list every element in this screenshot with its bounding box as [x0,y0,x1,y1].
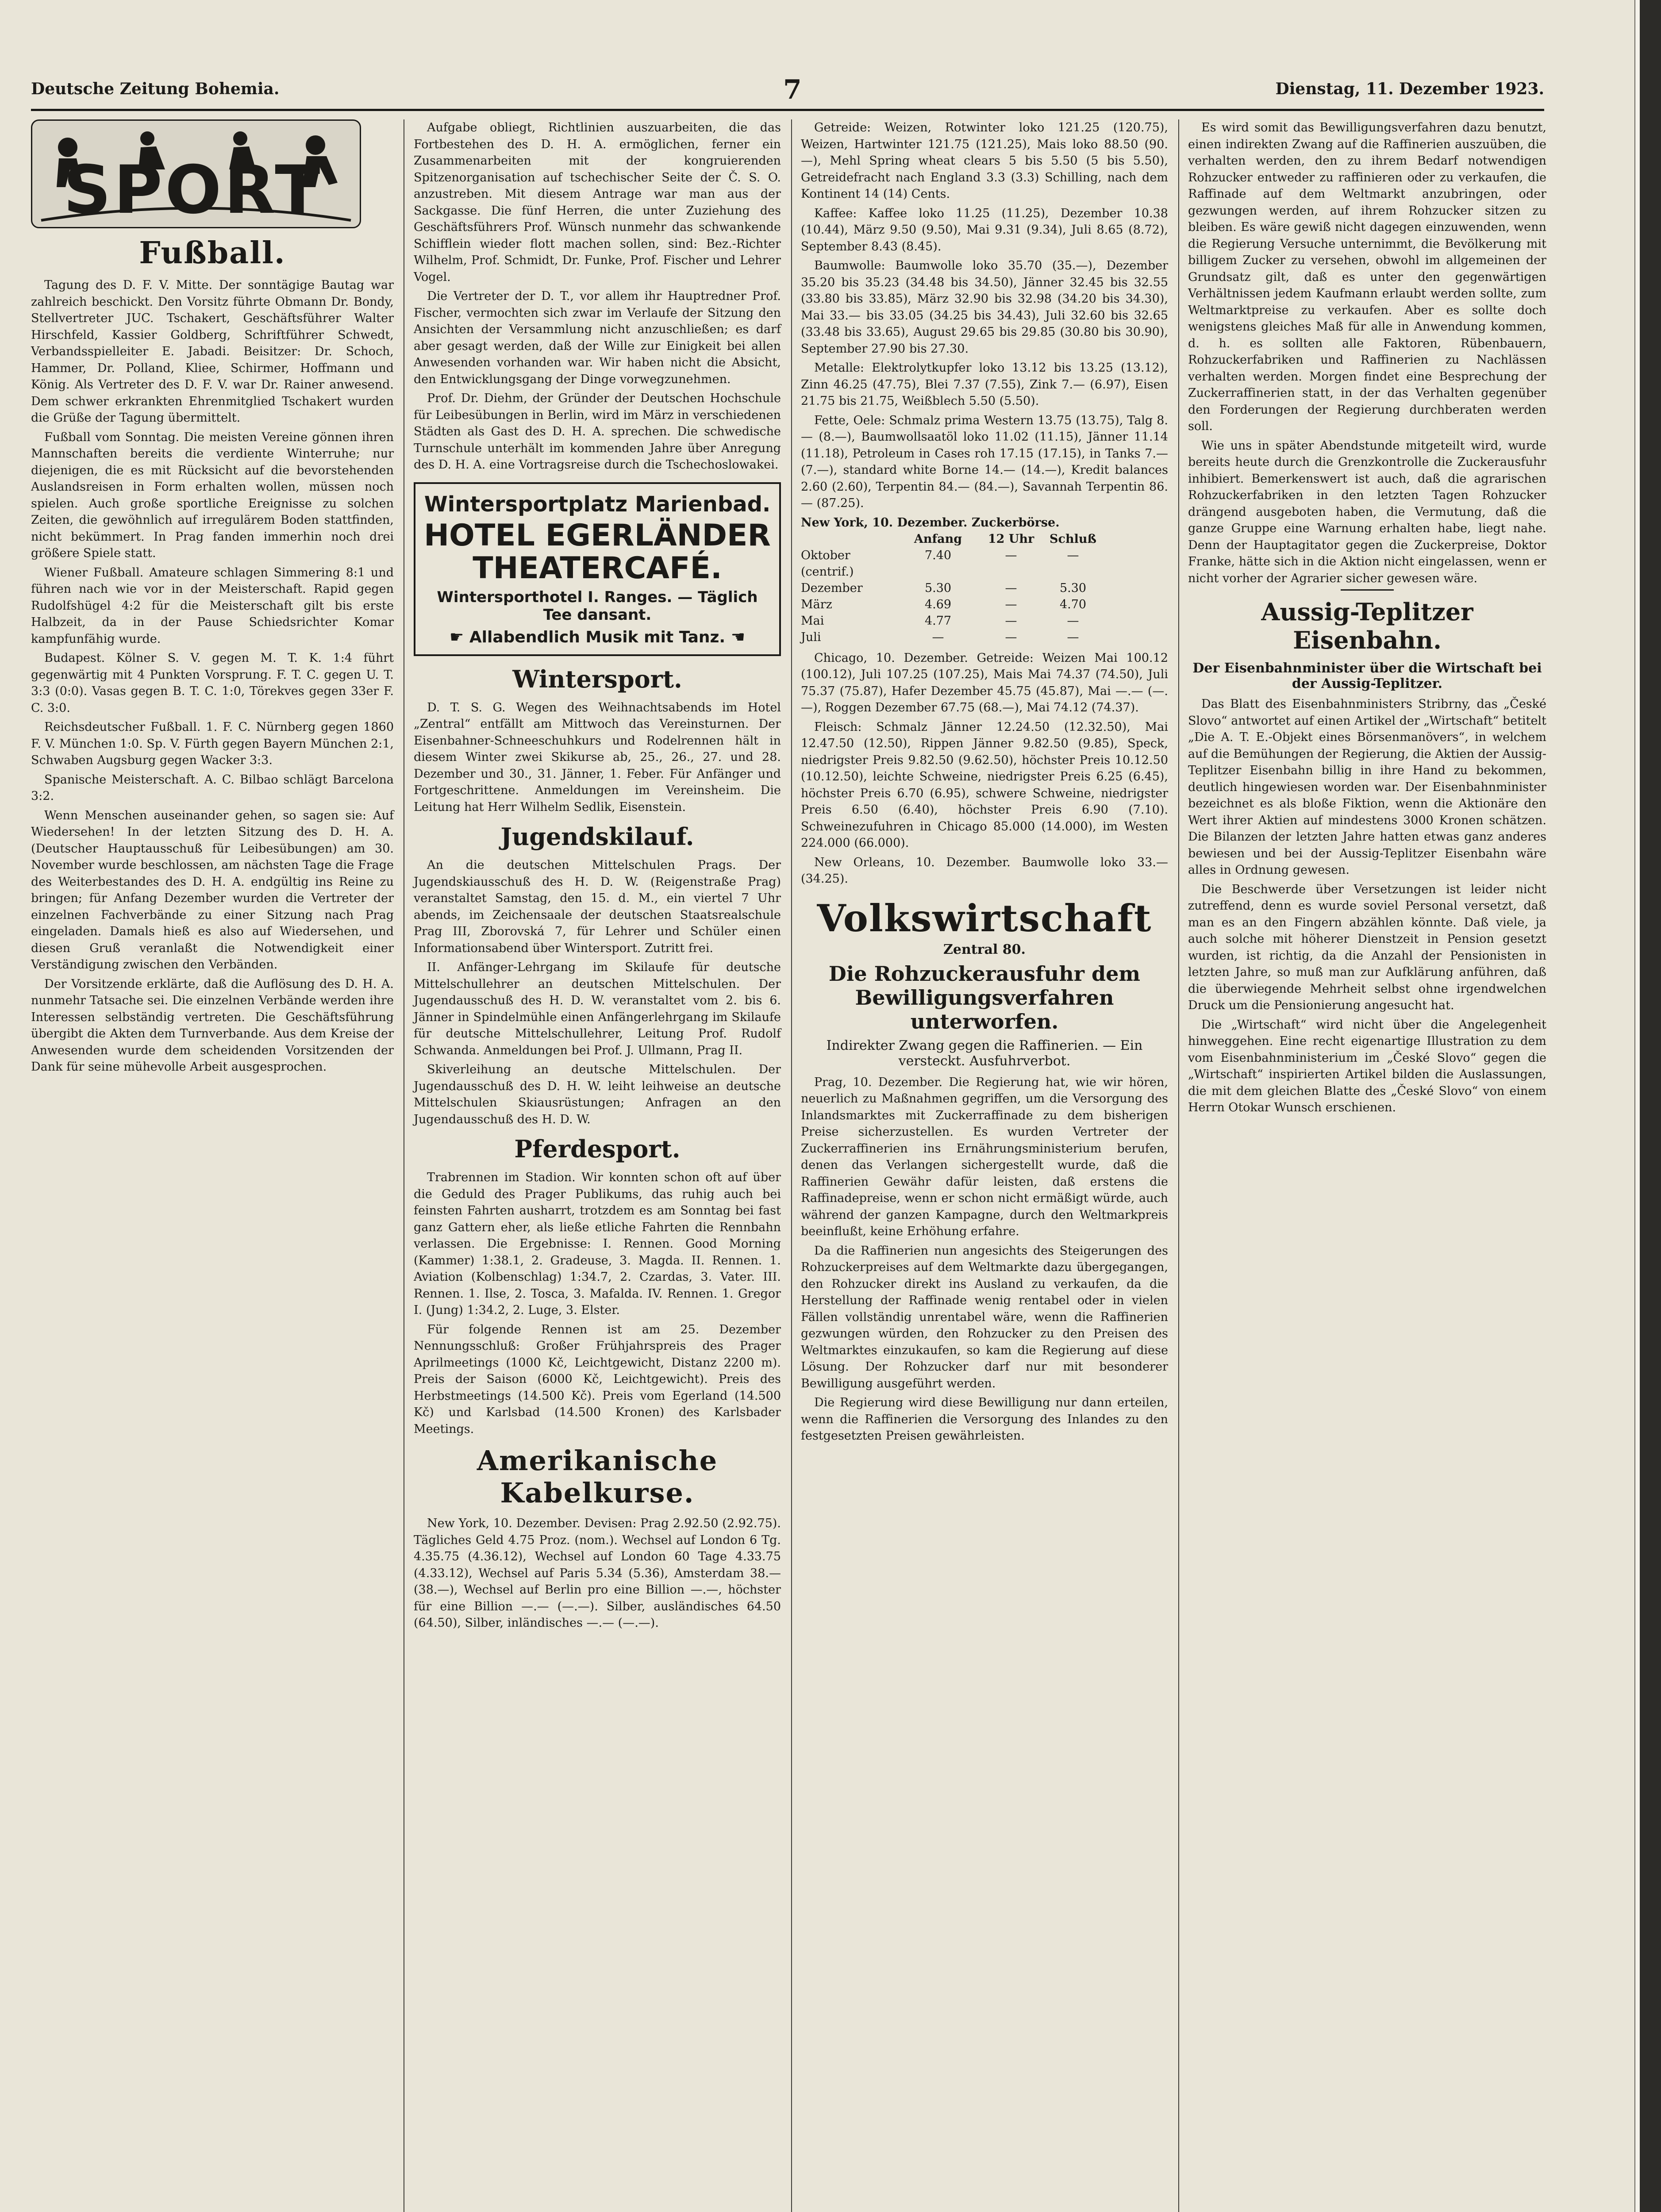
table-row: Dezember 5.30 — 5.30 [801,581,1087,595]
paragraph: Der Vorsitzende erklärte, daß die Auflösung des D. H. A. nunmehr Tatsache sei. Die einzelnen Verbände werden ihre Interessen selbständig vertreten. Die Geschäftsführung übergibt die Akten dem Turnverbande. Aus dem Kreise der Anwesenden wurde dem scheidenden Vorsitzenden der Dank für seine mühevolle Arbeit ausgesprochen. [31,977,394,1074]
paragraph: Metalle: Elektrolytkupfer loko 13.12 bis 13.25 (13.12), Zinn 46.25 (47.75), Blei 7.37 (7.55), Zink 7.— (6.97), Eisen 21.75 bis 21.75, Weißblech 5.50 (5.50). [801,361,1168,408]
zucker-continuation [1188,119,1546,587]
column-rule [1178,119,1179,2212]
ad-cafe-name: THEATERCAFÉ. [473,550,722,586]
paragraph: Die Vertreter der D. T., vor allem ihr Hauptredner Prof. Fischer, vermochten sich zwar im Verlaufe der Sitzung den Ansichten der Versammlung nicht anzuschließen; es darf aber gesagt werden, daß der Wille zur Einigkeit bei allen Anwesenden vorhanden war. Wir haben nicht die Absicht, den Entwicklungsgang der Dinge vorwegzunehmen. [414,289,781,386]
paragraph: Es wird somit das Bewilligungsverfahren dazu benutzt, einen indirekten Zwang auf die Raffinerien auszuüben, die verhalten werden, den zu ihrem Bedarf notwendigen Rohzucker entweder zu raffinieren oder zu verkaufen, die Raffinade auf dem Weltmarkt anzubringen, oder gezwungen werden, auf ihrem Rohzucker sitzen zu bleiben. Es wäre gewiß nicht dagegen einzuwenden, wenn die Regierung Versuche unternimmt, die Bevölkerung mit billigem Zucker zu versehen, obwohl im allgemeinen der Grundsatz gilt, daß es unter den gegenwärtigen Verhältnissen jedem Kaufmann erlaubt werden sollte, zum Weltmarktpreise zu verkaufen. Aber es sollte doch wenigstens gleiches Maß für alle in Anwendung kommen, d. h. es sollten alle Faktoren, Rübenbauern, Rohzuckerfabriken und Raffinerien zu Nachlässen verhalten werden. Morgen findet eine Besprechung der Zuckerraffinerien statt, in der das Verhalten gegenüber den Forderungen der Regierung durchberaten werden soll. [1188,121,1546,433]
wintersport-text [414,699,781,816]
table-row: Mai 4.77 — — [801,614,1079,628]
paragraph: New Orleans, 10. Dezember. Baumwolle loko 33.— (34.25). [801,855,1168,886]
kabel-text [414,1515,781,1632]
table-row: März 4.69 — 4.70 [801,597,1087,611]
article-deck: Der Eisenbahnminister über die Wirtschaft bei der Aussig-Teplitzer. [1192,661,1542,691]
paragraph: Da die Raffinerien nun angesichts des Steigerungen des Rohzuckerpreises auf dem Weltmarkte dazu übergegangen, den Rohzucker direkt ins Ausland zu verkaufen, da die Herstellung der Raffinade wenig rentabel oder in vielen Fällen vollständig unrentabel wäre, wenn die Raffinerien gezwungen würden, den Rohzucker zu den Preisen des Weltmarktes einzukaufen, so kam die Regierung auf diese Lösung. Der Rohzucker darf nur mit besonderer Bewilligung ausgeführt werden. [801,1244,1168,1390]
paragraph: Prag, 10. Dezember. Die Regierung hat, wie wir hören, neuerlich zu Maßnahmen gegriffen, um die Versorgung des Inlandsmarktes mit Zuckerraffinade zu dem bisherigen Preise sicherzustellen. Es wurden Vertreter der Zuckerraffinerien ins Ernährungsministerium berufen, denen das Verlangen sichergestellt wurde, daß die Raffinerien Gewähr dafür leisten, daß erstens die Raffinadepreise, wenn er schon nicht ermäßigt würde, auch während der ganzen Kampagne, durch den Weltmarkpreis beeinflußt, keine Erhöhung erfahre. [801,1075,1168,1238]
paragraph: Für folgende Rennen ist am 25. Dezember Nennungsschluß: Großer Frühjahrspreis des Prager Aprilmeetings (1000 Kč, Leichtgewicht, Distanz 2200 m). Preis der Saison (6000 Kč, Leichtgewicht). Preis des Herbstmeetings (14.500 Kč). Preis vom Egerland (14.500 Kč) und Karlsbad (14.500 Kronen) des Karlsbader Meetings. [414,1322,781,1436]
section-subtitle: Zentral 80. [943,941,1026,957]
sport-logo [31,119,361,228]
section-title-aussig-teplitzer: Aussig-Teplitzer Eisenbahn. [1261,598,1473,654]
paragraph: Chicago, 10. Dezember. Getreide: Weizen Mai 100.12 (100.12), Juli 107.25 (107.25), Mais Mai 74.37 (74.50), Juli 75.37 (75.87), Hafer Dezember 45.75 (45.87), Mai —.— (—.—), Roggen Dezember 67.75 (68.—), Mai 74.12 (74.37). [801,651,1168,714]
page-edge [1634,0,1640,2212]
paragraph: Reichsdeutscher Fußball. 1. F. C. Nürnberg gegen 1860 F. V. München 1:0. Sp. V. Fürth gegen Bayern München 2:1, Schwaben Augsburg gegen Wacker 3:3. [31,720,394,767]
scan-border [1640,0,1661,2212]
column-rule [791,119,792,2212]
paragraph: Fußball vom Sonntag. Die meisten Vereine gönnen ihren Mannschaften bereits die verdiente Winterruhe; nur diejenigen, die es mit Rücksicht auf die bevorstehenden Auslandsreisen in Form erhalten wollen, müssen noch spielen. Auch große sportliche Ereignisse zu solchen Zeiten, die gewöhnlich auf irregulärem Boden stattfinden, nicht bekümmert. In Prag fanden immerhin noch drei größere Spiele statt. [31,430,394,560]
table-title: New York, 10. Dezember. Zuckerbörse. [801,515,1060,530]
paragraph: Aufgabe obliegt, Richtlinien auszuarbeiten, die das Fortbestehen des D. H. A. ermöglichen, ferner ein Zusammenarbeiten mit der kongruierenden Spitzenorganisation auf tschechischer Seite der Č. S. O. anzustreben. Mit diesem Antrage war man aus der Sackgasse. Die fünf Herren, die unter Zuziehung des Geschäftsführers Prof. Wünsch nunmehr das schwankende Schifflein wieder flott machen sollen, sind: Bez.-Richter Wilhelm, Prof. Schmidt, Dr. Funke, Prof. Fischer und Lehrer Vogel. [414,121,781,284]
section-title-fussball: Fußball. [139,235,286,271]
ad-music: ☛ Allabendlich Musik mit Tanz. ☚ [450,628,745,646]
paragraph: Fette, Oele: Schmalz prima Western 13.75 (13.75), Talg 8.— (8.—), Baumwollsaatöl loko 11.02 (11.15), Jänner 11.14 (11.18), Petroleum in Cases roh 17.15 (17.15), in Tanks 7.— (7.—), standard white Borne 14.— (14.—), Kredit balances 2.60 (2.60), Terpentin 84.— (84.—), Savannah Terpentin 86.— (87.25). [801,413,1168,510]
paragraph: Die „Wirtschaft“ wird nicht über die Angelegenheit hinweggehen. Eine recht eigenartige Illustration zu dem vom Eisenbahnministerium im „České Slovo“ gegen die „Wirtschaft“ inspirierten Artikel bilden die Auslassungen, die mit dem gleichen Blatte des „České Slovo“ von einem Herrn Otokar Wunsch erschienen. [1188,1018,1546,1114]
paragraph: Skiverleihung an deutsche Mittelschulen. Der Jugendausschuß des D. H. W. leiht leihweise an deutsche Mittelschulen Skiausrüstungen; Anfragen an den Jugendausschuß des H. D. W. [414,1063,781,1126]
markets-text [801,119,1168,512]
paragraph: Prof. Dr. Diehm, der Gründer der Deutschen Hochschule für Leibesübungen in Berlin, wird im März in verschiedenen Städten als Gast des D. H. A. sprechen. Die schwedische Turnschule unterhält im kommenden Jahre über Anregung des D. H. A. eine Vortragsreise durch die Tschechoslowakei. [414,392,781,472]
paragraph: II. Anfänger-Lehrgang im Skilaufe für deutsche Mittelschullehrer an deutschen Mittelschulen. Der Jugendausschuß des H. D. W. veranstaltet vom 2. bis 6. Jänner in Spindelmühle einen Anfängerlehrgang im Skilaufe für deutsche Mittelschullehrer, Leitung Prof. Rudolf Schwanda. Anmeldungen bei Prof. J. Ullmann, Prag II. [414,960,781,1057]
dha-continuation [414,119,781,473]
paragraph: Baumwolle: Baumwolle loko 35.70 (35.—), Dezember 35.20 bis 35.23 (34.48 bis 34.50), Jänner 32.45 bis 32.55 (33.80 bis 33.85), März 32.90 bis 32.98 (34.20 bis 34.30), Mai 33.— bis 33.05 (34.25 bis 34.43), Juli 32.60 bis 32.65 (33.48 bis 33.65), August 29.65 bis 29.85 (30.80 bis 30.90), September 27.90 bis 27.30. [801,259,1168,356]
section-title-wintersport: Wintersport. [512,664,682,693]
paragraph: Die Beschwerde über Versetzungen ist leider nicht zutreffend, denn es wurde soviel Personal versetzt, daß man es an den Fingern abzählen könnte. Daß viele, ja auch solche mit höherer Dienstzeit in Pension gesetzt wurden, ist richtig, da die Anzahl der Pensionisten in letzten Jahre, so muß man zur Aufklärung anführen, daß die überwiegende Mehrheit selbst ohne irgendwelchen Druck um die Pensionierung angesucht hat. [1188,882,1546,1012]
table-row: Juli — — — [801,630,1079,644]
article-deck: Indirekter Zwang gegen die Raffinerien. — Ein versteckt. Ausfuhrverbot. [826,1037,1143,1069]
paragraph: Wiener Fußball. Amateure schlagen Simmering 8:1 und führen nach wie vor in der Meisterschaft. Rapid gegen Rudolfshügel 4:2 für die Meisterschaft gilt bis erste Halbzeit, da in der Pause Schiedsrichter Komar kampfunfähig wurde. [31,565,394,646]
paragraph: Wie uns in später Abendstunde mitgeteilt wird, wurde bereits heute durch die Grenzkontrolle die Zuckerausfuhr inhibiert. Bemerkenswert ist auch, daß die agrarischen Rohzuckerfabriken in den letzten Tagen Rohzucker drängend ausgeboten haben, die Vermutung, daß die ganze Gruppe eine Warnung erhalten habe, liegt nahe. Denn der Hauptagitator gegen die Zuckerpreise, Doktor Franke, hätte sich in die Aktion nicht eingelassen, wenn er nicht vorher der Agrarier sicher gewesen wäre. [1188,438,1546,585]
section-title-jugendskilauf: Jugendskilauf. [500,822,694,851]
page-number: 7 [783,74,802,105]
pferde-text [414,1169,781,1437]
hand-pointer-icon: ☛ [450,628,469,646]
table-header-row: Anfang 12 Uhr Schluß [914,532,1096,546]
zucker-article [801,1074,1168,1444]
paragraph: Budapest. Kölner S. V. gegen M. T. K. 1:4 führt gegenwärtig mit 4 Punkten Vorsprung. F. T. C. gegen U. T. 3:3 (0:0). Vasas gegen B. T. C. 1:0, Törekves gegen 33er F. C. 3:0. [31,651,394,715]
paragraph: New York, 10. Dezember. Devisen: Prag 2.92.50 (2.92.75). Tägliches Geld 4.75 Proz. (nom.). Wechsel auf London 6 Tg. 4.35.75 (4.36.12), Wechsel auf London 60 Tage 4.33.75 (4.33.12), Wechsel auf Paris 5.34 (5.36), Amsterdam 38.— (38.—), Wechsel auf Berlin pro eine Billion —.—, höchster für eine Billion —.— (—.—). Silber, ausländisches 64.50 (64.50), Silber, inländisches —.— (—.—). [414,1517,781,1630]
newspaper-title: Deutsche Zeitung Bohemia. [31,80,280,98]
section-title-pferdesport: Pferdesport. [514,1135,681,1163]
ad-location: Wintersportplatz Marienbad. [424,492,771,517]
paragraph: Trabrennen im Stadion. Wir konnten schon oft auf über die Geduld des Prager Publikums, das ruhig auch bei feinsten Fahrten ausharrt, trotzdem es am Sonntag bei fast ganz Gattern eher, als ließe etliche Fahrten die Rennbahn verlassen. Die Ergebnisse: I. Rennen. Good Morning (Kammer) 1:38.1, 2. Gradeuse, 3. Magda. II. Rennen. 1. Aviation (Kolbenschlag) 1:34.7, 2. Czardas, 3. Vater. III. Rennen. 1. Ilse, 2. Tosca, 3. Mafalda. IV. Rennen. 1. Gregor I. (Jung) 1:34.2, 2. Luge, 3. Elster. [414,1171,781,1317]
ad-tea: Tee dansant. [543,606,652,624]
section-title-volkswirtschaft: Volkswirtschaft [817,896,1152,940]
column-four [1188,119,1546,1119]
column-sport [31,119,394,1078]
column-two [414,119,781,1634]
paragraph: Spanische Meisterschaft. A. C. Bilbao schlägt Barcelona 3:2. [31,772,394,803]
issue-date: Dienstag, 11. Dezember 1923. [1275,80,1544,98]
divider [1341,589,1394,591]
chicago-text [801,650,1168,887]
jugend-text [414,857,781,1128]
paragraph: Tagung des D. F. V. Mitte. Der sonntägige Bautag war zahlreich beschickt. Den Vorsitz führte Obmann Dr. Bondy, Stellvertreter JUC. Tschakert, Geschäftsführer Walter Hirschfeld, Kassier Goldberg, Schriftführer Schwedt, Verbandsspielleiter E. Jabadi. Beisitzer: Dr. Schoch, Hammer, Dr. Polland, Kliee, Schirmer, Hoffmann und König. Als Vertreter des D. F. V. war Dr. Rainer anwesend. Dem schwer erkrankten Ehrenmitglied Tschakert wurden die Grüße der Tagung übermittelt. [31,278,394,425]
section-title-kabelkurse: Amerikanische Kabelkurse. [477,1444,718,1509]
sport-logo-text: SPORT [63,152,323,228]
table-row: Oktober (centrif.) 7.40 — — [801,548,1079,579]
paragraph: An die deutschen Mittelschulen Prags. Der Jugendskiausschuß des H. D. W. (Reigenstraße Prag) veranstaltet Samstag, den 15. d. M., ein viertel 7 Uhr abends, im Zeichensaale der deutschen Staatsrealschule Prag III, Zborovská 7, für Lehrer und Schüler einen Informationsabend über Wintersport. Zutritt frei. [414,858,781,955]
paragraph: Die Regierung wird diese Bewilligung nur dann erteilen, wenn die Raffinerien die Versorgung des Inlandes zu den festgesetzten Preisen gewährleisten. [801,1396,1168,1443]
column-three [801,119,1168,1447]
sport-text [31,277,394,1075]
sugar-exchange-table [801,515,1168,645]
header-rule [31,109,1544,111]
paragraph: Wenn Menschen auseinander gehen, so sagen sie: Auf Wiedersehen! In der letzten Sitzung des D. H. A. (Deutscher Hauptausschuß für Leibesübungen) am 30. November wurde beschlossen, am nächsten Tage die Frage des Weiterbestandes des D. H. A. endgültig ins Reine zu bringen; für Anfang Dezember wurden die Vertreter der einzelnen Fachverbände zu einer Sitzung nach Prag eingeladen. Damals hieß es also auf Wiedersehen, und diesen Gruß veranlaßt die Notwendigkeit einer Verständigung zwischen den Verbänden. [31,808,394,972]
ad-hotel-name: HOTEL EGERLÄNDER [424,518,771,553]
paragraph: Getreide: Weizen, Rotwinter loko 121.25 (120.75), Weizen, Hartwinter 121.75 (121.25), Mais loko 88.50 (90.—), Mehl Spring wheat clears 5 bis 5.50 (5 bis 5.50), Getreidefracht nach England 3.3 (3.3) Schilling, nach dem Kontinent 14 (14) Cents. [801,121,1168,201]
page-header [31,74,1544,106]
paragraph: Das Blatt des Eisenbahnministers Stribrny, das „České Slovo“ antwortet auf einen Artikel der „Wirtschaft“ betitelt „Die A. T. E.-Objekt eines Börsenmanövers“, in welchem auf die Bemühungen der Regierung, die Aktien der Aussig-Teplitzer Eisenbahn billig in ihre Hand zu bekommen, deutlich hingewiesen worden war. Der Eisenbahnminister bezeichnet es als bloße Fiktion, wenn die Aktionäre den Wert ihrer Aktien auf mindestens 3000 Kronen schätzen. Die Bilanzen der letzten Jahre hatten etwas ganz anderes bewiesen und bei der Aussig-Teplitzer Eisenbahn wäre alles in Ordnung gewesen. [1188,697,1547,877]
hand-pointer-icon: ☚ [725,628,745,646]
paragraph: D. T. S. G. Wegen des Weihnachtsabends im Hotel „Zentral“ entfällt am Mittwoch das Vereinsturnen. Der Eisenbahner-Schneeschuhkurs und Rodelrennen hält in diesem Winter zwei Skikurse ab, 25., 26., 27. und 28. Dezember und 30., 31. Jänner, 1. Feber. Für Anfänger und Fortgeschrittene. Anmeldungen im Vereinsheim. Die Leitung hat Herr Wilhelm Sedlik, Eisenstein. [414,700,781,814]
eisenbahn-article [1188,696,1546,1116]
ad-hotel-class: Wintersporthotel I. Ranges. — Täglich [437,588,758,606]
paragraph: Kaffee: Kaffee loko 11.25 (11.25), Dezember 10.38 (10.44), März 9.50 (9.50), Mai 9.31 (9.34), Juli 8.65 (8.72), September 8.43 (8.45). [801,206,1168,253]
hotel-advertisement [414,482,781,656]
paragraph: Fleisch: Schmalz Jänner 12.24.50 (12.32.50), Mai 12.47.50 (12.50), Rippen Jänner 9.82.50 (9.85), Speck, niedrigster Preis 9.82.50 (9.62.50), höchster Preis 10.12.50 (10.12.50), leichte Schweine, niedrigster Preis 6.25 (6.45), höchster Preis 6.70 (6.95), schwere Schweine, niedrigster Preis 6.50 (6.40), höchster Preis 6.90 (7.10). Schweinezufuhren in Chicago 85.000 (14.000), im Westen 224.000 (66.000). [801,720,1168,850]
article-headline: Die Rohzuckerausfuhr dem Bewilligungsverfahren unterworfen. [828,961,1141,1033]
